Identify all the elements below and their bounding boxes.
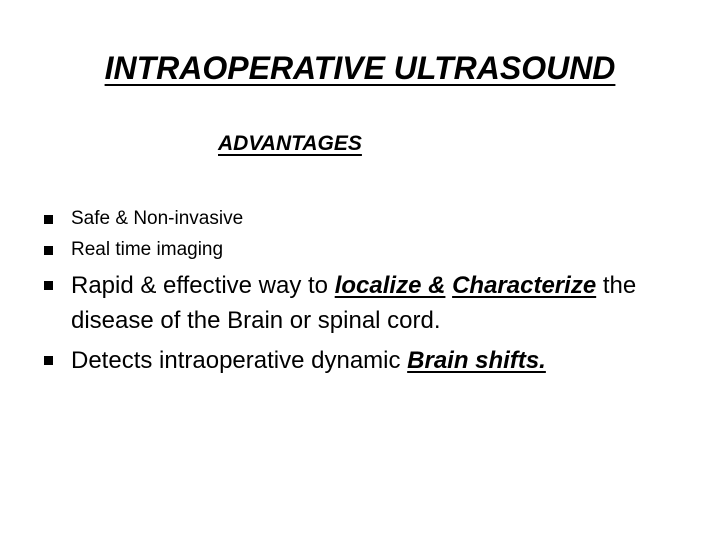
bullet-item	[44, 205, 684, 233]
slide-subtitle: ADVANTAGES	[218, 132, 362, 155]
bullet-text: Safe & Non-invasive	[71, 208, 244, 229]
bullet-text-pre: Rapid & effective way to	[71, 272, 335, 299]
square-bullet-icon	[44, 246, 53, 255]
slide-title: INTRAOPERATIVE ULTRASOUND	[104, 50, 616, 86]
bullet-text: Real time imaging	[71, 239, 224, 260]
square-bullet-icon	[44, 281, 53, 290]
square-bullet-icon	[44, 356, 53, 365]
emphasis-brain-shifts: Brain shifts.	[407, 347, 546, 374]
square-bullet-icon	[44, 215, 53, 224]
bullet-item	[44, 268, 684, 338]
bullet-item	[44, 236, 684, 264]
bullet-text-pre: Detects intraoperative dynamic	[71, 347, 408, 374]
bullet-list	[44, 205, 684, 383]
bullet-text-post: the disease of the Brain or spinal cord.	[71, 272, 637, 334]
emphasis-characterize: Characterize	[452, 272, 597, 299]
emphasis-localize: localize &	[334, 272, 446, 299]
bullet-item	[44, 343, 684, 378]
